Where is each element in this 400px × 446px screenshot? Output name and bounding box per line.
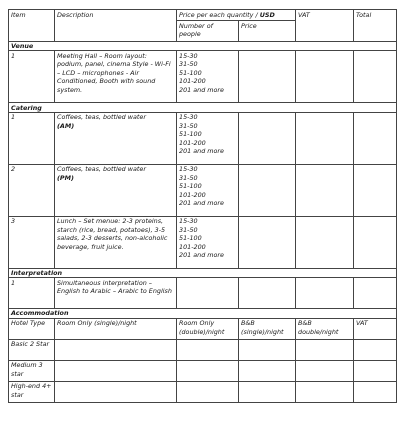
bb-single-cell [239, 360, 296, 381]
quantity-range-list [177, 216, 239, 268]
room-only-double-cell [177, 381, 239, 402]
quantity-range: 51-100 [179, 182, 202, 191]
hotel-type: Medium 3 star [9, 360, 55, 381]
bb-double-cell [296, 360, 354, 381]
price-cell [239, 278, 296, 309]
item-description: Meeting Hall – Room layout: podium, panel, cinema Style - Wi-Fi – LCD – microphones - Air Conditioned, Booth with sound system. [55, 51, 177, 103]
hotel-type: Basic 2 Star [9, 339, 55, 360]
header-row [9, 10, 397, 21]
quantity-range: 51-100 [179, 234, 202, 243]
description-text: Coffees, teas, bottled water [57, 113, 146, 122]
quantity-range: 201 and more [179, 85, 224, 94]
item-number: 2 [9, 164, 55, 216]
section-title-accommodation: Accommodation [9, 309, 397, 318]
price-currency: USD [259, 10, 275, 19]
item-number: 3 [9, 216, 55, 268]
total-cell [354, 112, 397, 164]
item-description [55, 164, 177, 216]
quantity-range: 101-200 [179, 77, 206, 86]
section-row-accommodation [9, 309, 397, 318]
quantity-range: 101-200 [179, 190, 206, 199]
bb-single-cell [239, 381, 296, 402]
vat-cell [296, 278, 354, 309]
quantity-range: 51-100 [179, 130, 202, 139]
item-description [55, 112, 177, 164]
hotel-type: High-end 4+ star [9, 381, 55, 402]
header-bb-double: B&B double/night [296, 318, 354, 339]
item-description: Lunch – Set menue: 2-3 proteins, starch (rice, bread, potatoes), 3-5 salads, 2-3 desserts, non-alcoholic beverage, fruit juice. [55, 216, 177, 268]
table-row [9, 112, 397, 164]
table-row [9, 339, 397, 360]
price-cell [239, 216, 296, 268]
total-cell [354, 216, 397, 268]
item-description: Simultaneous interpretation – English to Arabic – Arabic to English [55, 278, 177, 309]
section-title-interpretation: Interpretation [9, 268, 397, 277]
total-cell [354, 164, 397, 216]
price-prefix: Price per each quantity / [179, 10, 260, 19]
section-row-interpretation [9, 268, 397, 277]
table-row [9, 278, 397, 309]
quantity-range: 201 and more [179, 198, 224, 207]
table-row [9, 381, 397, 402]
bb-double-cell [296, 339, 354, 360]
header-item: Item [9, 10, 55, 42]
item-number: 1 [9, 112, 55, 164]
header-price: Price [239, 21, 296, 42]
header-accommodation-vat: VAT [354, 318, 397, 339]
quantity-range: 51-100 [179, 68, 202, 77]
room-only-single-cell [55, 381, 177, 402]
table-row [9, 216, 397, 268]
room-only-single-cell [55, 360, 177, 381]
section-row-venue [9, 42, 397, 51]
room-only-double-cell [177, 360, 239, 381]
description-tag: (PM) [57, 173, 74, 182]
header-bb-single: B&B (single)/night [239, 318, 296, 339]
quantity-range: 15-30 [179, 165, 198, 174]
quantity-range: 31-50 [179, 60, 198, 69]
quantity-range: 201 and more [179, 250, 224, 259]
quantity-range: 101-200 [179, 138, 206, 147]
quantity-range: 15-30 [179, 217, 198, 226]
quantity-range: 15-30 [179, 51, 198, 60]
header-total: Total [354, 10, 397, 42]
header-description: Description [55, 10, 177, 42]
quantity-range: 31-50 [179, 173, 198, 182]
quantity-range-list [177, 164, 239, 216]
item-number: 1 [9, 278, 55, 309]
vat-cell [296, 164, 354, 216]
vat-cell [354, 339, 397, 360]
table-row [9, 164, 397, 216]
vat-cell [354, 381, 397, 402]
total-cell [354, 51, 397, 103]
quantity-range: 31-50 [179, 121, 198, 130]
header-price-per-quantity [177, 10, 296, 21]
description-text: Coffees, teas, bottled water [57, 165, 146, 174]
accommodation-header-row [9, 318, 397, 339]
price-cell [239, 51, 296, 103]
bb-double-cell [296, 381, 354, 402]
quantity-range-list [177, 51, 239, 103]
bb-single-cell [239, 339, 296, 360]
vat-cell [296, 216, 354, 268]
quantity-range: 31-50 [179, 225, 198, 234]
quantity-range: 15-30 [179, 113, 198, 122]
section-title-venue: Venue [9, 42, 397, 51]
header-room-only-single: Room Only (single)/night [55, 318, 177, 339]
section-row-catering [9, 103, 397, 112]
quantity-cell [177, 278, 239, 309]
price-cell [239, 164, 296, 216]
room-only-single-cell [55, 339, 177, 360]
table-row [9, 51, 397, 103]
quantity-range: 201 and more [179, 146, 224, 155]
table-row [9, 360, 397, 381]
header-number-of-people: Number of people [177, 21, 239, 42]
header-hotel-type: Hotel Type [9, 318, 55, 339]
description-tag: (AM) [57, 121, 75, 130]
room-only-double-cell [177, 339, 239, 360]
header-vat: VAT [296, 10, 354, 42]
pricing-table [8, 9, 397, 403]
price-cell [239, 112, 296, 164]
header-room-only-double: Room Only (double)/night [177, 318, 239, 339]
vat-cell [354, 360, 397, 381]
quantity-range-list [177, 112, 239, 164]
item-number: 1 [9, 51, 55, 103]
section-title-catering: Catering [9, 103, 397, 112]
vat-cell [296, 51, 354, 103]
quantity-range: 101-200 [179, 242, 206, 251]
total-cell [354, 278, 397, 309]
vat-cell [296, 112, 354, 164]
